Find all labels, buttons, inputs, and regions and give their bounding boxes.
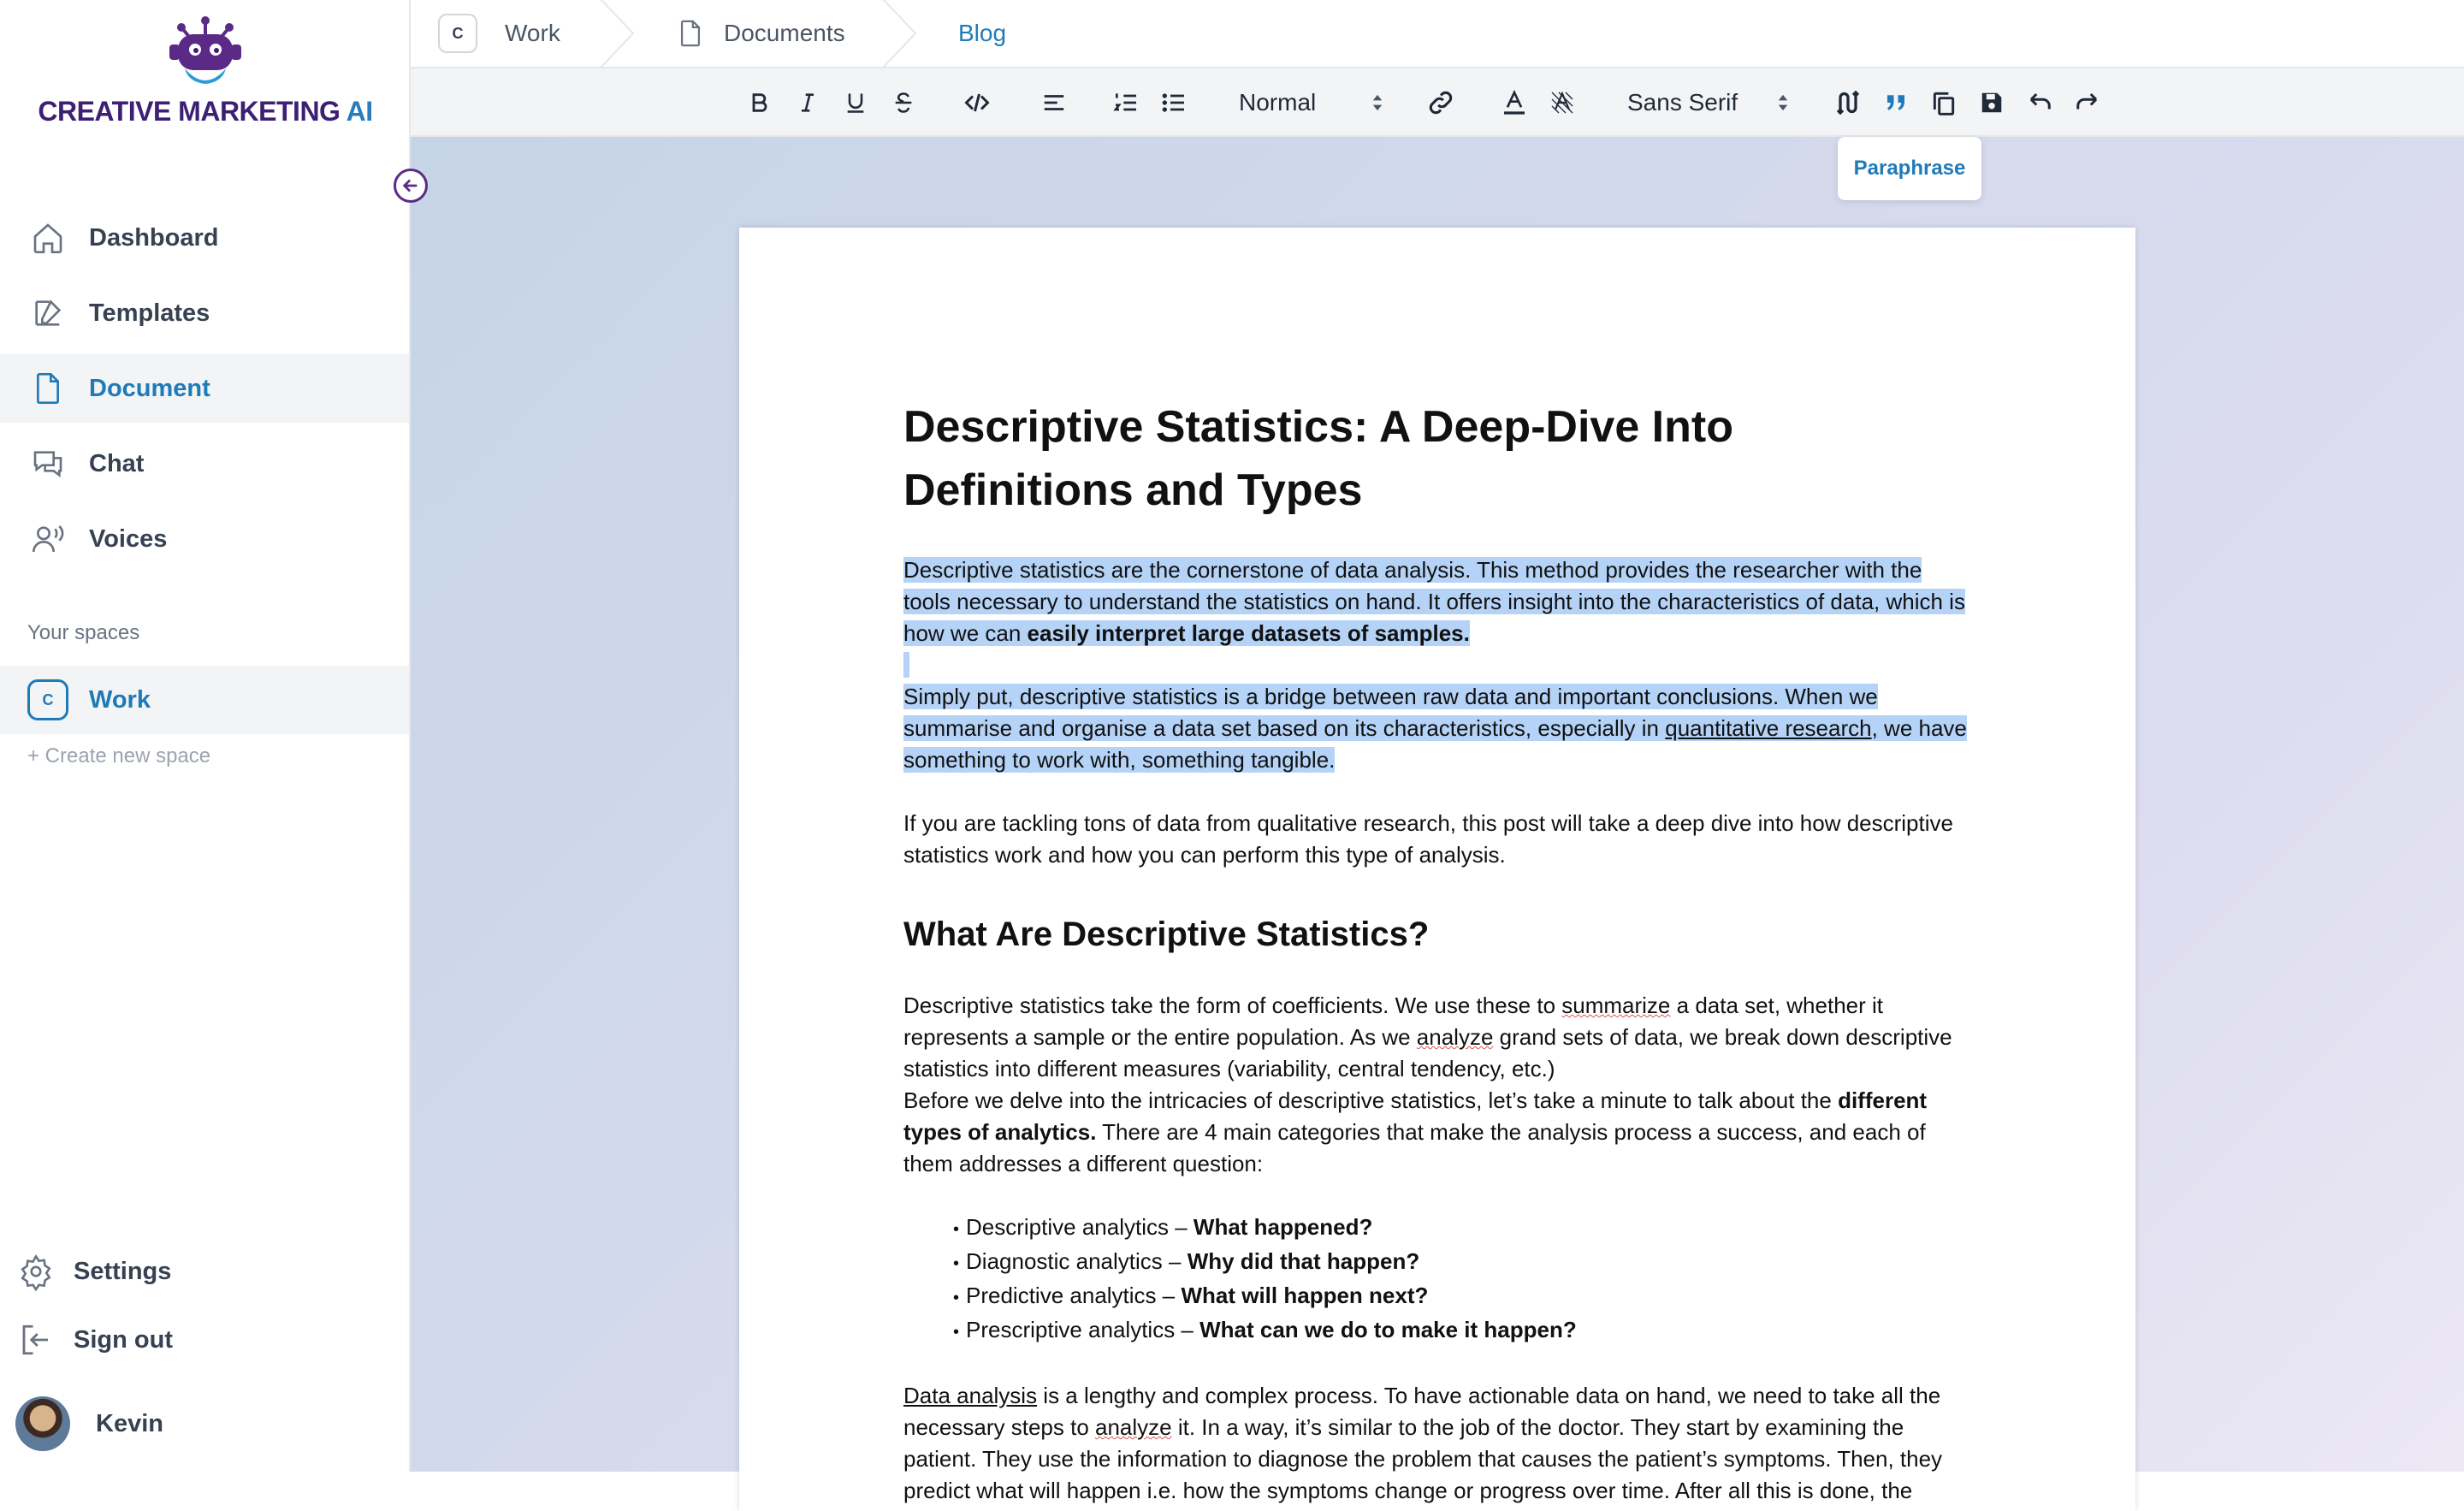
sidebar [0, 0, 411, 1472]
brand-logo[interactable] [0, 15, 411, 127]
editor-toolbar [411, 68, 2464, 137]
bullet-list-button[interactable] [1155, 86, 1193, 120]
paragraph: Before we delve into the intricacies of descriptive statistics, let’s take a minute to talk about the different types of analytics. There are 4 main categories that make the analysis process a success, and each of them addresses a different question: [903, 1087, 1928, 1176]
paragraph: If you are tackling tons of data from qualitative research, this post will take a deep dive into how descriptive statistics work and how you can perform this type of analysis. [903, 810, 1953, 868]
save-button[interactable] [1973, 86, 2011, 120]
list-item: • Predictive analytics – What will happen next? [953, 1280, 1973, 1314]
space-badge: C [438, 14, 477, 53]
italic-icon [796, 89, 820, 116]
font-select[interactable] [1627, 86, 1790, 120]
sidebar-nav [0, 204, 409, 580]
link-data-analysis[interactable]: Data analysis [903, 1383, 1038, 1408]
strikethrough-icon [891, 89, 915, 116]
paragraph: Data analysis is a lengthy and complex process. To have actionable data on hand, we need to take all the necessary steps to analyze it. In a way, it’s similar to the job of the doctor. They start by examining the patient. They use the information to diagnose the problem that causes the patient’s symptoms. Then, they predict what will happen i.e. how the symptoms change or progress over time. After all this is done, the [903, 1383, 1943, 1503]
sign-out-icon [15, 1319, 56, 1360]
brand-name-ai: AI [346, 96, 373, 127]
sidebar-item-label: Voices [89, 524, 168, 553]
underline-button[interactable] [838, 86, 873, 120]
code-icon [962, 90, 992, 116]
chevron-separator-icon [601, 0, 635, 68]
text-color-icon [1501, 88, 1528, 117]
select-arrows-icon [1776, 92, 1790, 114]
sidebar-item-label: Chat [89, 449, 145, 477]
selected-text: Simply put, descriptive statistics is a bridge between raw data and important conclusions. When we summarise and organise a data set based on its characteristics, especially in [903, 684, 1878, 741]
document-content[interactable] [903, 395, 1973, 1507]
sidebar-item-label: Dashboard [89, 223, 219, 252]
link-icon [1426, 88, 1455, 117]
sidebar-item-voices[interactable] [0, 505, 409, 573]
breadcrumb-documents-label: Documents [724, 20, 845, 46]
sidebar-item-document[interactable] [0, 354, 409, 423]
settings-link[interactable] [15, 1251, 171, 1292]
bold-text: easily interpret large datasets of samples. [1027, 620, 1470, 646]
spaces-heading: Your spaces [27, 621, 140, 644]
bold-text: different types of analytics. [903, 1087, 1928, 1145]
collapse-sidebar-button[interactable] [394, 169, 428, 203]
undo-icon [2024, 90, 2055, 116]
space-label: Work [89, 685, 151, 714]
arrow-left-icon [401, 176, 420, 195]
editor-canvas [411, 137, 2464, 1503]
redo-button[interactable] [2069, 86, 2106, 120]
sign-out-link[interactable] [15, 1319, 173, 1360]
undo-button[interactable] [2021, 86, 2058, 120]
breadcrumb-space[interactable] [411, 0, 633, 68]
breadcrumb [411, 0, 2464, 68]
sidebar-item-chat[interactable] [0, 430, 409, 498]
highlight-color-button[interactable] [1543, 86, 1581, 120]
align-button[interactable] [1035, 86, 1073, 120]
font-select-value: Sans Serif [1627, 89, 1738, 116]
space-item-work[interactable] [0, 666, 409, 734]
list-item: • Descriptive analytics – What happened? [953, 1212, 1973, 1246]
create-space-link[interactable]: + Create new space [27, 744, 211, 767]
document-page[interactable] [739, 228, 2135, 1511]
bold-icon [748, 89, 772, 116]
sidebar-item-dashboard[interactable] [0, 204, 409, 272]
breadcrumb-documents[interactable] [633, 0, 915, 68]
chat-icon [27, 443, 68, 484]
spelling-error: analyze [1095, 1414, 1172, 1440]
strikethrough-button[interactable] [886, 86, 921, 120]
brand-name: CREATIVE MARKETING [38, 96, 341, 127]
underline-icon [844, 89, 868, 116]
paragraph [903, 681, 1973, 776]
file-icon [676, 19, 705, 48]
breadcrumb-space-label: Work [505, 20, 560, 46]
section-heading: What Are Descriptive Statistics? [903, 915, 1430, 953]
paragraph: Descriptive statistics take the form of coefficients. We use these to summarize a data set, whether it represents a sample or the entire population. As we analyze grand sets of data, we break down descriptive statistics into different measures (variability, central tendency, etc.) [903, 993, 1952, 1081]
gear-icon [15, 1251, 56, 1292]
copy-button[interactable] [1925, 86, 1963, 120]
selected-text: , we have something to work with, something tangible. [903, 715, 1967, 773]
text-color-button[interactable] [1496, 86, 1533, 120]
bullet-list-icon [1160, 89, 1188, 116]
bold-button[interactable] [743, 86, 777, 120]
sidebar-item-label: Document [89, 374, 210, 402]
user-name: Kevin [96, 1409, 163, 1437]
code-button[interactable] [958, 86, 996, 120]
ordered-list-icon [1112, 89, 1140, 116]
heading-select[interactable] [1239, 86, 1384, 120]
list-item: • Prescriptive analytics – What can we do to make it happen? [953, 1314, 1973, 1348]
edit-icon [27, 293, 68, 334]
paraphrase-button[interactable] [1877, 86, 1915, 120]
bullet-list [903, 1212, 1973, 1348]
robot-logo-icon [163, 15, 248, 91]
ordered-list-button[interactable] [1107, 86, 1145, 120]
paraphrase-tooltip: Paraphrase [1838, 137, 1981, 200]
file-icon [27, 368, 68, 409]
spelling-error: summarize [1561, 993, 1671, 1018]
link-quantitative-research[interactable]: quantitative research [1665, 715, 1872, 741]
chevron-separator-icon [883, 0, 917, 68]
quote-icon [1883, 90, 1909, 116]
link-button[interactable] [1422, 86, 1460, 120]
heading-select-value: Normal [1239, 89, 1317, 116]
settings-label: Settings [74, 1257, 172, 1285]
empty-line [903, 649, 1973, 681]
redo-icon [2072, 90, 2103, 116]
rewrite-button[interactable] [1829, 86, 1867, 120]
breadcrumb-current[interactable]: Blog [958, 20, 1007, 46]
document-title: Descriptive Statistics: A Deep-Dive Into Definitions and Types [903, 402, 1733, 515]
spelling-error: analyze [1416, 1024, 1494, 1050]
list-item: • Diagnostic analytics – Why did that happen? [953, 1246, 1973, 1280]
home-icon [27, 217, 68, 258]
save-icon [1979, 90, 2005, 116]
selected-text: Descriptive statistics are the cornerstone of data analysis. This method provides the researcher with the tools necessary to understand the statistics on hand. It offers insight into the characteristics of data, which is how we can [903, 557, 1965, 646]
rewrite-icon [1833, 87, 1863, 118]
sign-out-label: Sign out [74, 1325, 173, 1354]
copy-icon [1930, 89, 1958, 116]
select-arrows-icon [1371, 92, 1384, 114]
user-profile[interactable] [15, 1396, 163, 1451]
paragraph [903, 554, 1973, 649]
sidebar-item-templates[interactable] [0, 279, 409, 347]
italic-button[interactable] [791, 86, 825, 120]
background-color-icon [1549, 88, 1576, 117]
align-left-icon [1040, 90, 1068, 116]
sidebar-item-label: Templates [89, 299, 210, 327]
space-badge: C [27, 679, 68, 720]
avatar [15, 1396, 70, 1451]
voice-icon [27, 518, 68, 560]
